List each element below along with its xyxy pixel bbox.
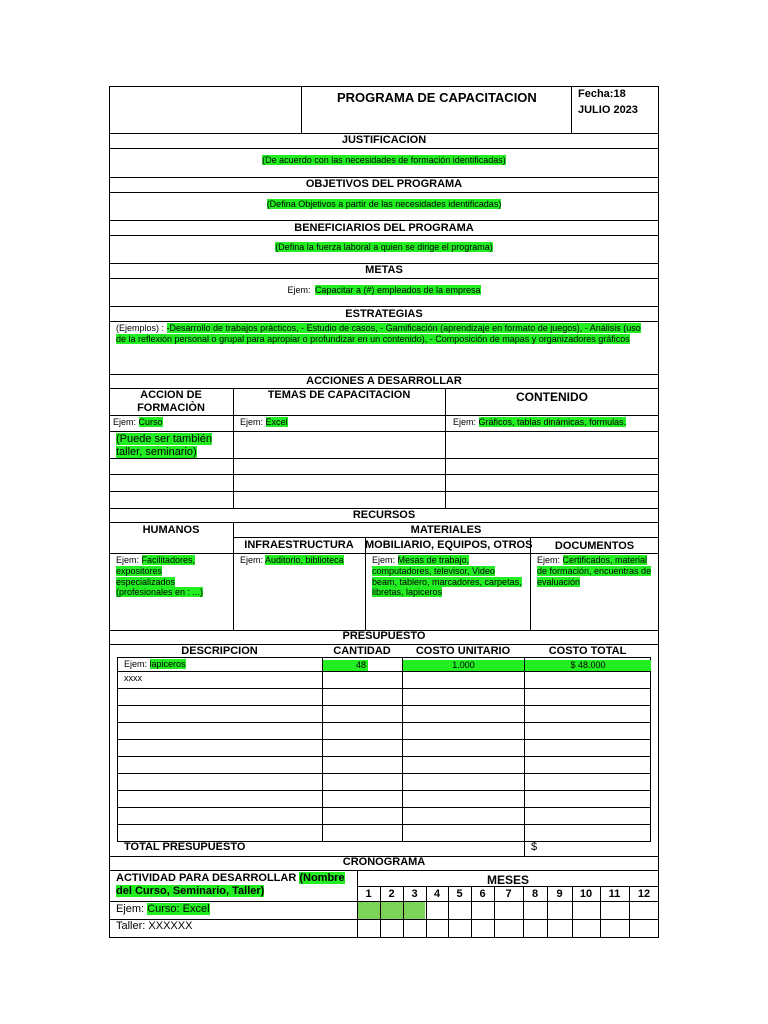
presupuesto-row-line-9 [117,807,651,808]
estrategias-title-line [109,321,659,322]
month-11: 11 [608,888,621,900]
recursos-doc-prefix: Ejem: [537,555,561,565]
month-12: 12 [637,888,651,900]
presupuesto-row-line-2 [117,688,651,689]
month-7: 7 [505,888,512,900]
presupuesto-total-symbol: $ [531,841,538,853]
cronograma-progress-cell-3 [404,902,425,919]
month-grid-line [629,886,630,938]
acciones-col-contenido: CONTENIDO [516,390,588,404]
recursos-humanos: HUMANOS [142,524,200,536]
presupuesto-row2-desc: xxxx [124,673,142,683]
presupuesto-total-divider [524,842,525,856]
recursos-materiales: MATERIALES [410,524,482,536]
metas-bottom-line [109,306,659,307]
cronograma-act-header [116,872,354,897]
acciones-ex2-prefix: Ejem: [240,417,264,427]
estrategias-prefix: (Ejemplos) : [116,323,165,333]
presupuesto-col-desc: DESCRIPCION [181,645,258,657]
beneficiarios-hint[interactable]: (Defina la fuerza laboral a quien se dirige el programa) [275,242,493,252]
presupuesto-col-line-1 [322,657,323,842]
presupuesto-ex-desc[interactable]: lapiceros [149,659,186,669]
page-title: PROGRAMA DE CAPACITACION [337,90,537,105]
presupuesto-ex-prefix: Ejem: [124,659,148,669]
month-grid-line [600,886,601,938]
cronograma-ex[interactable]: Curso: Excel [147,903,210,915]
recursos-doc-ex-cell [537,555,655,587]
acciones-col-accion-line2: FORMACIÒN [137,402,205,414]
recursos-mob-ex-cell [372,555,522,598]
metas-hint-row [109,280,659,298]
cronograma-ex-prefix: Ejem: [116,903,145,915]
month-grid-line [448,886,449,938]
justificacion-title-line [109,148,659,149]
acciones-col-line-2 [445,388,446,508]
acciones-note-line2[interactable]: taller, seminario) [116,445,197,458]
objetivos-hint-row [109,194,659,212]
presupuesto-row-line-1 [117,671,651,672]
acciones-ex3-prefix: Ejem: [453,417,477,427]
acciones-header-line [109,415,659,416]
recursos-infra-ex-cell [240,555,362,566]
presupuesto-ex-cant[interactable]: 48 [323,660,368,671]
presupuesto-row-line-8 [117,790,651,791]
acciones-row1-line [109,431,659,432]
acciones-col-line-1 [233,388,234,508]
recursos-infra-prefix: Ejem: [240,555,264,565]
fecha-value: JULIO 2023 [578,104,638,116]
recursos-header-line [109,553,659,554]
presupuesto-col-cant: CANTIDAD [333,645,391,657]
acciones-col-accion-line1: ACCION DE [140,389,202,401]
acciones-note [116,433,212,458]
section-title-objetivos: OBJETIVOS DEL PROGRAMA [305,178,463,190]
acciones-ex1-prefix: Ejem: [113,417,137,427]
estrategias-text[interactable]: -Desarrollo de trabajos prácticos, - Estudio de casos, - Gamificación (aprendizaje en formato de juegos), - Análisis (uso de la reflexión personal o grupal para apropiar o profundizar en un contenido), - Composición de mapas y organizadores gráficos [116,323,641,344]
recursos-doc-ex[interactable]: Certificados, material de formación, encuentras de evaluación [537,555,652,587]
month-grid-line [494,886,495,938]
recursos-humanos-ex-cell [116,555,216,598]
acciones-ex1[interactable]: Curso [138,417,163,427]
presupuesto-row-line-7 [117,773,651,774]
acciones-ex3-cell [453,418,626,427]
recursos-mob-ex[interactable]: Mesas de trabajo, computadores, televisor, Video beam, tablero, marcadores, carpetas, libretas, lapiceros [372,555,522,598]
presupuesto-row-line-6 [117,756,651,757]
justificacion-hint-row [109,150,659,168]
presupuesto-total-label: TOTAL PRESUPUESTO [124,841,246,853]
acciones-ex2[interactable]: Excel [265,417,288,427]
month-3: 3 [411,888,418,900]
recursos-mob-prefix: Ejem: [372,555,396,565]
recursos-col-line-1 [233,522,234,630]
cronograma-act-hint[interactable]: (Nombre del Curso, Seminario, Taller) [116,872,345,897]
justificacion-hint[interactable]: (De acuerdo con las necesidades de formación identificadas) [262,155,506,165]
header-divider-right [571,86,572,133]
recursos-infra-ex[interactable]: Auditorio, biblioteca [265,555,344,565]
cronograma-progress-cell-2 [381,902,403,919]
month-grid-line [572,886,573,938]
recursos-infra: INFRAESTRUCTURA [244,539,354,551]
beneficiarios-hint-row [109,237,659,255]
recursos-mobiliario: MOBILIARIO, EQUIPOS, OTROS [365,539,533,551]
section-title-metas: METAS [365,264,403,276]
presupuesto-ex-desc-cell [124,660,186,669]
month-grid-line [547,886,548,938]
cronograma-taller: Taller: XXXXXX [116,920,193,932]
fecha-label: Fecha:18 [578,88,626,100]
section-title-acciones: ACCIONES A DESARROLLAR [306,375,462,387]
month-10: 10 [579,888,593,900]
metas-title-line [109,278,659,279]
presupuesto-col-total: COSTO TOTAL [548,645,627,657]
acciones-ex2-cell [240,418,288,427]
month-9: 9 [556,888,563,900]
month-2: 2 [388,888,395,900]
recursos-humanos-prefix: Ejem: [116,555,140,565]
acciones-row2-line [109,458,659,459]
acciones-row3-line [109,474,659,475]
section-title-estrategias: ESTRATEGIAS [345,308,423,320]
cronograma-ex-cell [116,904,210,915]
month-grid-line [426,886,427,938]
cronograma-progress-cell-1 [358,902,380,919]
acciones-row4-line [109,491,659,492]
presupuesto-col-line-3 [524,657,525,842]
objetivos-hint[interactable]: (Defina Objetivos a partir de las necesidades identificadas) [266,199,502,209]
section-title-presupuesto: PRESUPUESTO [342,630,426,642]
month-4: 4 [433,888,441,900]
section-title-cronograma: CRONOGRAMA [342,856,426,868]
acciones-col-temas: TEMAS DE CAPACITACION [267,389,411,401]
month-8: 8 [531,888,539,900]
header-divider-left [301,86,302,133]
section-title-recursos: RECURSOS [352,509,416,521]
month-grid-line [471,886,472,938]
presupuesto-col-unit: COSTO UNITARIO [415,645,511,657]
recursos-title-line [109,522,659,523]
presupuesto-row-line-5 [117,739,651,740]
cronograma-meses: MESES [486,873,529,887]
month-5: 5 [456,888,463,900]
presupuesto-row-line-4 [117,722,651,723]
presupuesto-ex-unit[interactable]: 1.000 [403,660,524,671]
presupuesto-col-line-2 [402,657,403,842]
section-title-beneficiarios: BENEFICIARIOS DEL PROGRAMA [294,222,474,234]
objetivos-bottom-line [109,220,659,221]
month-grid-line [523,886,524,938]
acciones-ex3[interactable]: Gráficos, tablas dinámicas, formulas. [478,417,627,427]
presupuesto-ex-total[interactable]: $ 48.000 [525,660,651,671]
presupuesto-row-line-3 [117,705,651,706]
month-1: 1 [365,888,372,900]
recursos-materiales-line [233,537,659,538]
metas-prefix: Ejem: [287,285,311,295]
acciones-ex1-cell [113,418,163,427]
acciones-note-line1[interactable]: (Puede ser también [116,433,212,445]
objetivos-title-line [109,192,659,193]
presupuesto-table [117,657,651,842]
presupuesto-row-line-10 [117,824,651,825]
beneficiarios-title-line [109,235,659,236]
month-6: 6 [479,888,486,900]
cronograma-title-line [109,870,659,871]
recursos-documentos: DOCUMENTOS [554,540,635,552]
estrategias-text-block [116,323,646,345]
cronograma-act-label: ACTIVIDAD PARA DESARROLLAR [116,872,297,884]
metas-hint[interactable]: Capacitar a (#) empleados de la empresa [314,285,481,295]
section-title-justificacion: JUSTIFICACION [341,134,427,146]
recursos-humanos-ex[interactable]: Facilitadores, expositores especializados (profesionales en : ...) [116,555,204,598]
